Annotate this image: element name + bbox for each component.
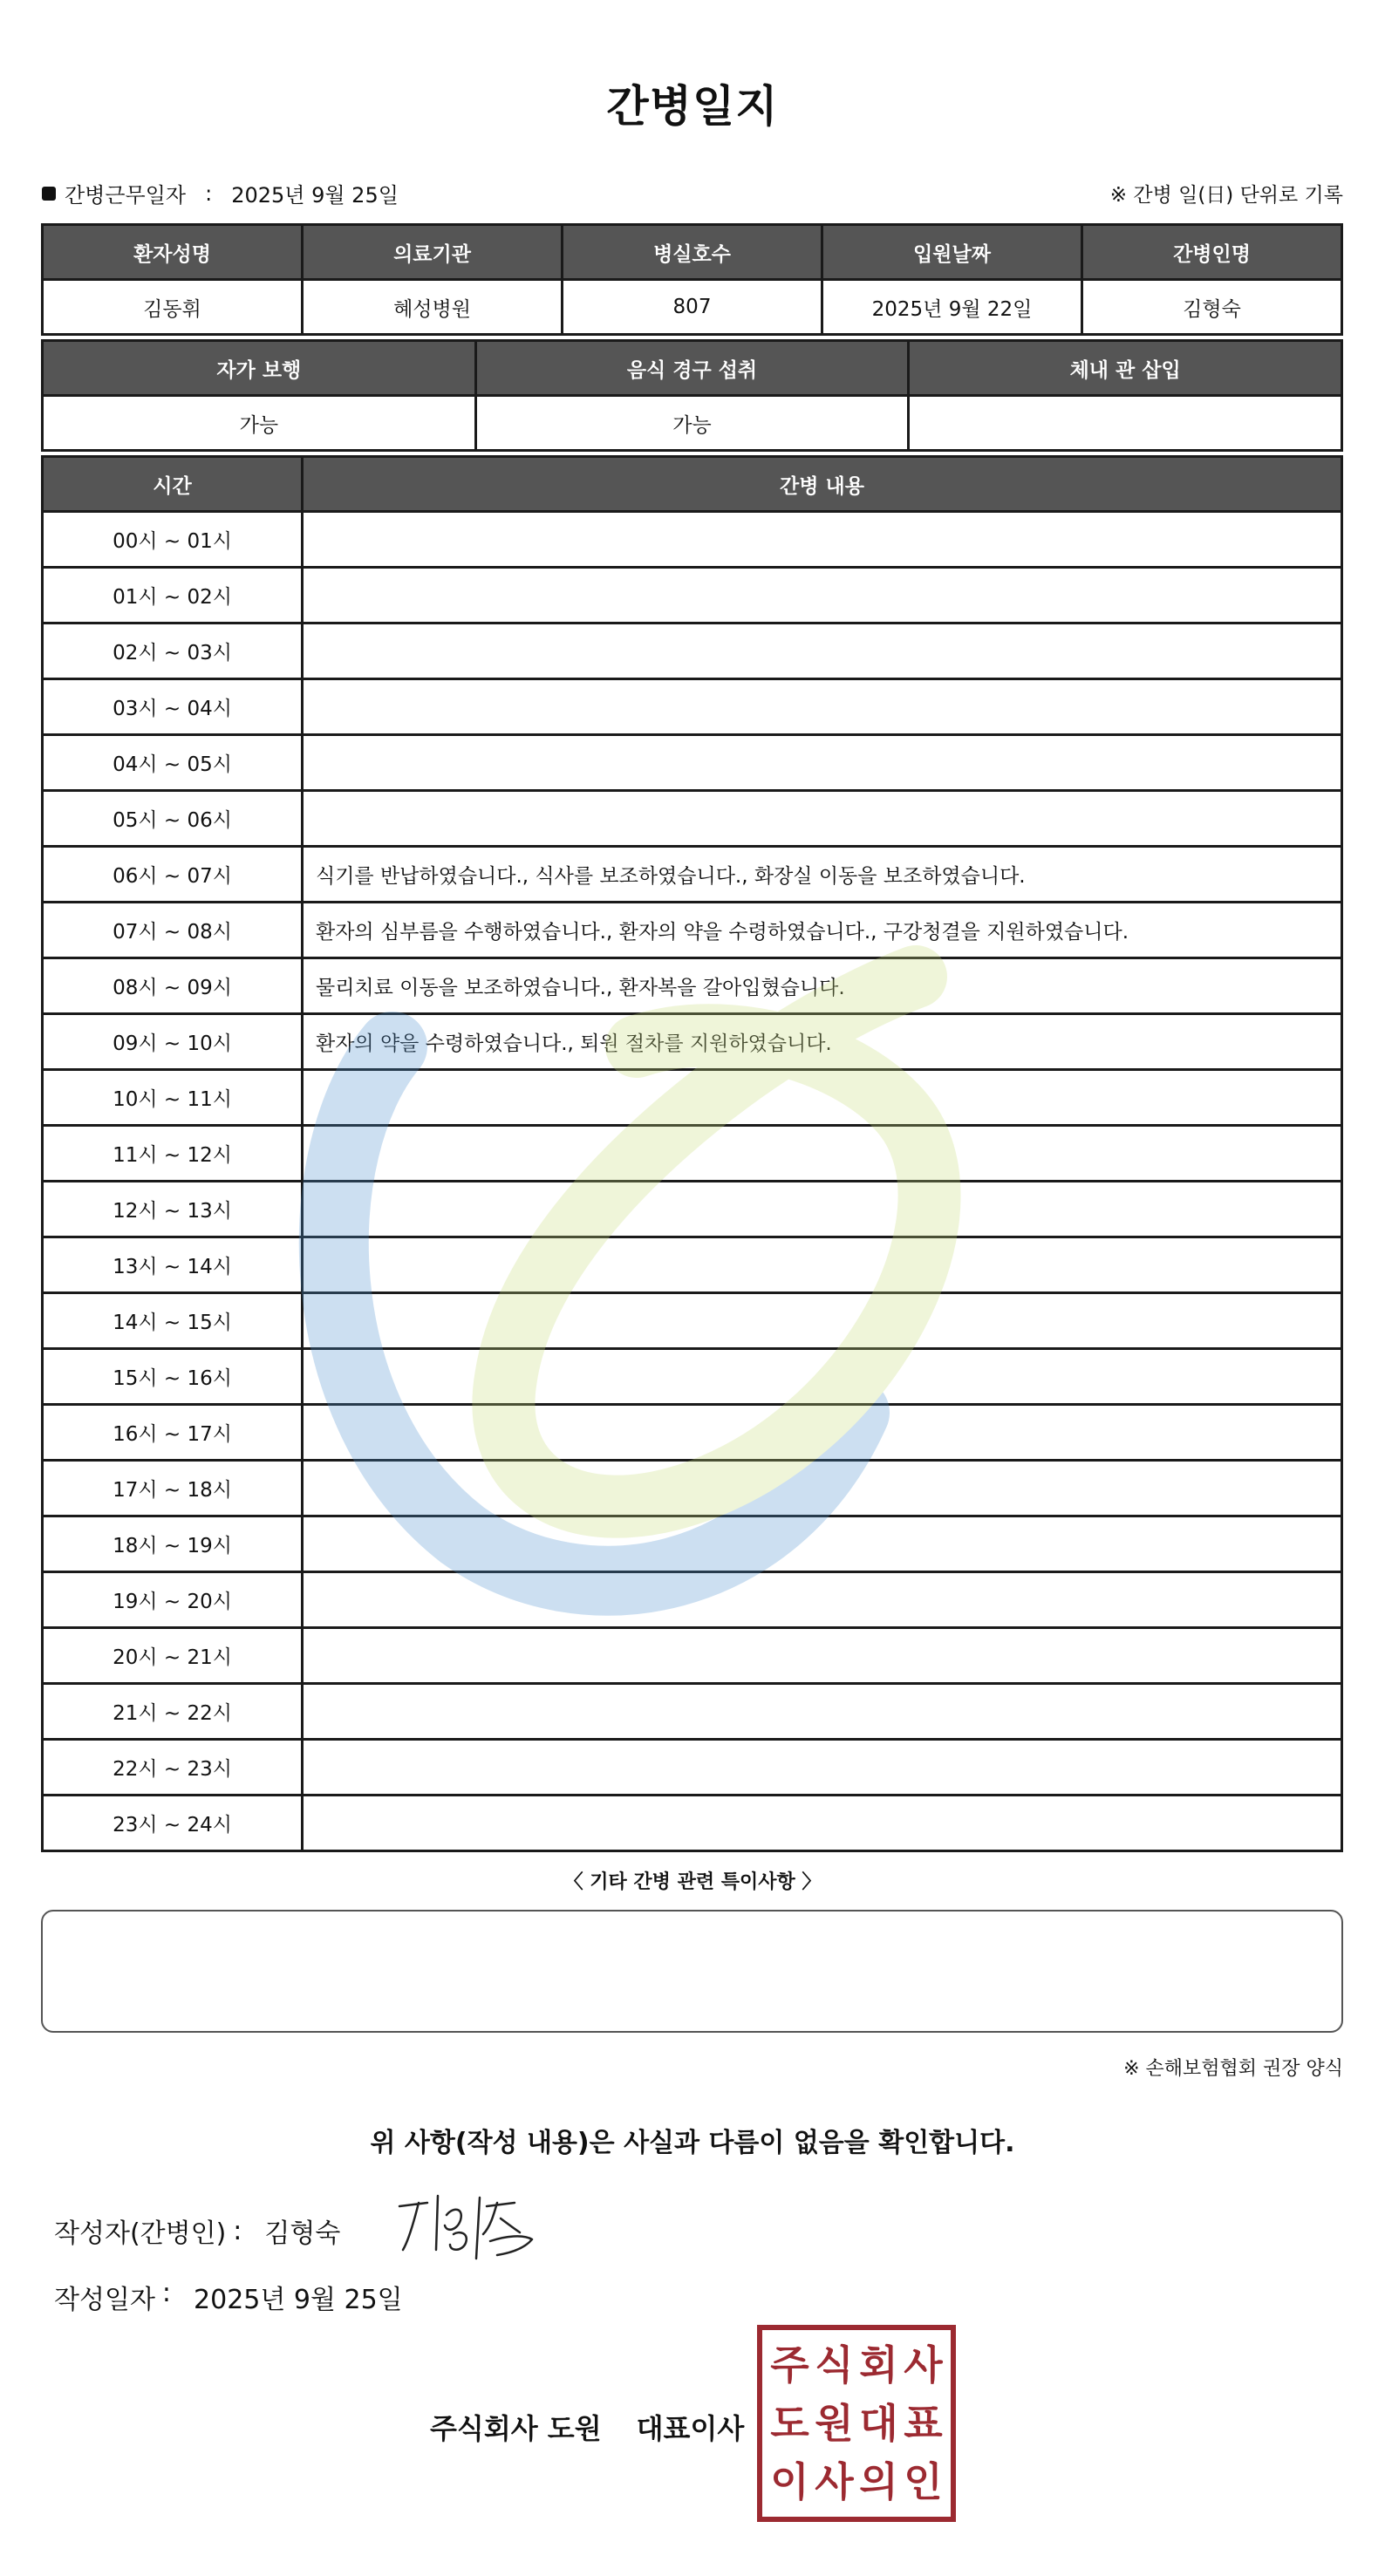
room-number-cell: 807 [563, 280, 822, 335]
care-log-row [43, 903, 1342, 958]
self-walking-cell: 가능 [43, 396, 476, 451]
care-log-row [43, 1684, 1342, 1740]
seal-character: 이 [770, 2458, 809, 2506]
header-caregiver-name: 간병인명 [1082, 225, 1342, 280]
care-log-time-cell: 04시 ~ 05시 [43, 735, 303, 791]
work-date-row [42, 178, 399, 208]
care-log-row [43, 1516, 1342, 1572]
care-log-row [43, 1461, 1342, 1516]
work-date-colon: : [205, 181, 213, 206]
care-log-content-cell [303, 735, 1342, 791]
header-room-number: 병실호수 [563, 225, 822, 280]
care-log-time-cell: 08시 ~ 09시 [43, 958, 303, 1014]
patient-status-table [41, 339, 1343, 452]
care-log-content-cell [303, 1516, 1342, 1572]
header-hospital: 의료기관 [303, 225, 563, 280]
care-log-row [43, 1572, 1342, 1628]
care-log-row [43, 624, 1342, 679]
care-log-content-cell [303, 1070, 1342, 1126]
care-log-row [43, 1293, 1342, 1349]
tube-insertion-cell [909, 396, 1342, 451]
care-log-time-cell: 01시 ~ 02시 [43, 568, 303, 624]
care-log-content-cell [303, 624, 1342, 679]
patient-name-cell: 김동휘 [43, 280, 303, 335]
seal-character: 대 [859, 2399, 898, 2447]
notes-title: 〈 기타 간병 관련 특이사항 〉 [563, 1871, 822, 1893]
patient-info-table [41, 223, 1343, 336]
header-tube-insertion: 체내 관 삽입 [909, 341, 1342, 396]
care-log-content-cell [303, 1740, 1342, 1796]
care-log-time-cell: 16시 ~ 17시 [43, 1405, 303, 1461]
seal-character: 표 [904, 2399, 943, 2447]
care-log-row [43, 1182, 1342, 1237]
association-note: ※ 손해보험협회 권장 양식 [1123, 2058, 1343, 2080]
care-log-content-cell [303, 1182, 1342, 1237]
company-name: 주식회사 도원 [430, 2412, 602, 2445]
work-date-label: 간병근무일자 [65, 183, 187, 208]
writer-name: 김형숙 [264, 2218, 341, 2249]
care-log-table [41, 455, 1343, 1852]
care-log-time-cell: 21시 ~ 22시 [43, 1684, 303, 1740]
care-log-time-cell: 19시 ~ 20시 [43, 1572, 303, 1628]
care-log-row [43, 1349, 1342, 1405]
seal-character: 사 [904, 2341, 943, 2389]
care-log-time-cell: 09시 ~ 10시 [43, 1014, 303, 1070]
care-log-row [43, 958, 1342, 1014]
care-log-content-cell [303, 1349, 1342, 1405]
seal-character: 식 [815, 2341, 854, 2389]
care-log-content-cell [303, 1293, 1342, 1349]
special-notes-box [41, 1910, 1343, 2033]
oral-intake-cell: 가능 [475, 396, 909, 451]
care-log-time-cell: 20시 ~ 21시 [43, 1628, 303, 1684]
care-log-time-cell: 14시 ~ 15시 [43, 1293, 303, 1349]
care-log-row [43, 1628, 1342, 1684]
care-log-content-cell [303, 1684, 1342, 1740]
seal-character: 주 [770, 2341, 809, 2389]
care-log-content-cell [303, 791, 1342, 847]
record-unit-note: ※ 간병 일(日) 단위로 기록 [1109, 184, 1343, 207]
confirmation-statement: 위 사항(작성 내용)은 사실과 다름이 없음을 확인합니다. [370, 2128, 1015, 2158]
care-log-content-cell [303, 1237, 1342, 1293]
admission-date-cell: 2025년 9월 22일 [822, 280, 1082, 335]
care-log-row [43, 847, 1342, 903]
care-log-content-cell: 식기를 반납하였습니다., 식사를 보조하였습니다., 화장실 이동을 보조하였습니다. [303, 847, 1342, 903]
work-date-value: 2025년 9월 25일 [231, 183, 399, 208]
care-log-time-cell: 12시 ~ 13시 [43, 1182, 303, 1237]
seal-character: 인 [904, 2458, 943, 2506]
care-log-row [43, 791, 1342, 847]
company-seal-stamp [757, 2325, 956, 2522]
document-title: 간병일지 [606, 81, 779, 132]
writer-colon: : [233, 2215, 242, 2246]
care-log-time-cell: 03시 ~ 04시 [43, 679, 303, 735]
care-log-content-cell [303, 679, 1342, 735]
care-log-content-cell [303, 568, 1342, 624]
care-log-row [43, 735, 1342, 791]
ceo-title: 대표이사 [636, 2412, 745, 2445]
writer-row [54, 2211, 340, 2250]
care-log-content-cell: 환자의 약을 수령하였습니다., 퇴원 절차를 지원하였습니다. [303, 1014, 1342, 1070]
seal-character: 회 [859, 2341, 898, 2389]
header-admission-date: 입원날짜 [822, 225, 1082, 280]
care-log-time-cell: 06시 ~ 07시 [43, 847, 303, 903]
header-oral-intake: 음식 경구 섭취 [475, 341, 909, 396]
header-self-walking: 자가 보행 [43, 341, 476, 396]
written-date-colon: : [161, 2278, 172, 2308]
care-log-time-cell: 05시 ~ 06시 [43, 791, 303, 847]
care-log-time-cell: 17시 ~ 18시 [43, 1461, 303, 1516]
care-log-row [43, 1405, 1342, 1461]
caregiver-name-cell: 김형숙 [1082, 280, 1342, 335]
care-log-row [43, 1796, 1342, 1851]
care-log-row [43, 512, 1342, 568]
hospital-cell: 혜성병원 [303, 280, 563, 335]
care-log-content-cell [303, 1572, 1342, 1628]
care-log-row [43, 1070, 1342, 1126]
care-log-content-cell [303, 1126, 1342, 1182]
care-log-row [43, 679, 1342, 735]
header-care-content: 간병 내용 [303, 457, 1342, 512]
care-log-content-cell: 물리치료 이동을 보조하였습니다., 환자복을 갈아입혔습니다. [303, 958, 1342, 1014]
care-log-content-cell [303, 1461, 1342, 1516]
care-log-content-cell [303, 1405, 1342, 1461]
care-log-content-cell [303, 512, 1342, 568]
seal-character: 도 [770, 2399, 809, 2447]
header-patient-name: 환자성명 [43, 225, 303, 280]
care-log-row [43, 1014, 1342, 1070]
care-log-content-cell [303, 1796, 1342, 1851]
written-date-value: 2025년 9월 25일 [194, 2285, 403, 2315]
writer-label: 작성자(간병인) [54, 2218, 227, 2249]
header-time: 시간 [43, 457, 303, 512]
care-log-row [43, 1740, 1342, 1796]
care-log-content-cell: 환자의 심부름을 수행하였습니다., 환자의 약을 수령하였습니다., 구강청결을 지원하였습니다. [303, 903, 1342, 958]
written-date-label: 작성일자 [54, 2285, 155, 2315]
seal-character: 사 [815, 2458, 854, 2506]
bullet-square-icon [42, 187, 56, 201]
care-log-time-cell: 07시 ~ 08시 [43, 903, 303, 958]
handwritten-signature [392, 2180, 549, 2267]
care-log-time-cell: 10시 ~ 11시 [43, 1070, 303, 1126]
care-log-time-cell: 15시 ~ 16시 [43, 1349, 303, 1405]
care-log-time-cell: 18시 ~ 19시 [43, 1516, 303, 1572]
care-log-time-cell: 00시 ~ 01시 [43, 512, 303, 568]
care-log-row [43, 568, 1342, 624]
care-log-time-cell: 22시 ~ 23시 [43, 1740, 303, 1796]
care-log-time-cell: 23시 ~ 24시 [43, 1796, 303, 1851]
care-log-time-cell: 11시 ~ 12시 [43, 1126, 303, 1182]
care-log-time-cell: 02시 ~ 03시 [43, 624, 303, 679]
seal-character: 원 [815, 2399, 854, 2447]
care-log-row [43, 1237, 1342, 1293]
care-log-time-cell: 13시 ~ 14시 [43, 1237, 303, 1293]
care-log-content-cell [303, 1628, 1342, 1684]
care-log-row [43, 1126, 1342, 1182]
company-signature-line [430, 2407, 744, 2447]
written-date-row [54, 2278, 403, 2316]
seal-character: 의 [859, 2458, 898, 2506]
